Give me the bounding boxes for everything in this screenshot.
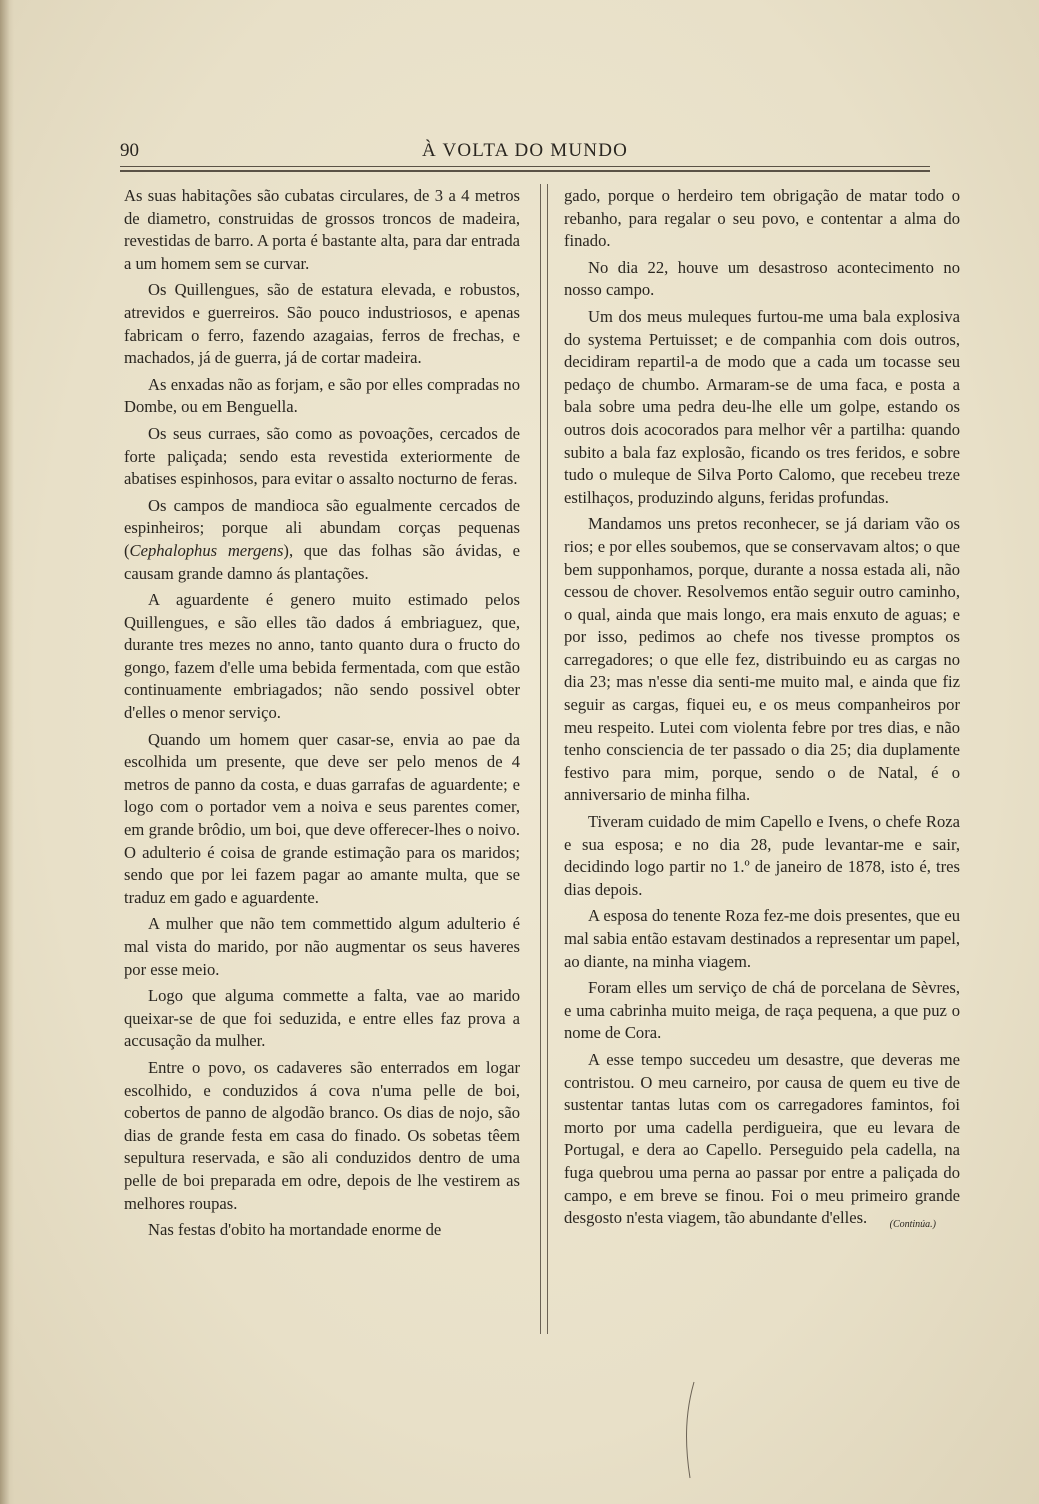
page-number: 90: [120, 140, 139, 161]
paragraph: A esse tempo succedeu um desastre, que deveras me contristou. O meu carneiro, por causa de quem eu tive de sustentar tantas lutas com os carregadores famintos, foi morto por uma cadella perdigueira, que eu levara de Portugal, e dera ao Capello. Perseguido pela cadella, na fuga quebrou uma perna ao passar por entre a paliçada do campo, e em breve se finou. Foi o meu primeiro grande desgosto n'esta viagem, tão abundante d'elles.: [564, 1049, 960, 1228]
paragraph: As suas habitações são cubatas circulares, de 3 a 4 metros de diametro, construidas de grossos troncos de madeira, revestidas de barro. A porta é bastante alta, para dar entrada a um homem sem se curvar.: [124, 186, 520, 273]
paragraph: A mulher que não tem commettido algum adulterio é mal vista do marido, por não augmentar os seus haveres por esse meio.: [124, 914, 520, 979]
header-rule-thin: [120, 166, 930, 167]
header-rule-thick: [120, 170, 930, 172]
page-edge-shadow: [0, 0, 14, 1504]
pencil-mark: [680, 1380, 700, 1480]
paragraph: A esposa do tenente Roza fez-me dois presentes, que eu mal sabia então estavam destinados a representar um papel, ao diante, na minha viagem.: [564, 906, 960, 971]
paragraph: Entre o povo, os cadaveres são enterrados em logar escolhido, e conduzidos á cova n'uma pelle de boi, cobertos de panno de algodão branco. Os dias de nojo, são dias de grande festa em casa do finado. Os sobetas têem sepultura reservada, e são ali conduzidos dentro de uma pelle de boi preparada em odre, depois de lhe vestirem as melhores roupas.: [124, 1057, 520, 1213]
left-column: [124, 185, 520, 1242]
paragraph: A aguardente é genero muito estimado pelos Quillengues, e são elles tão dados á embriaguez, que, durante tres mezes no anno, tanto quanto dura o fructo do gongo, fazem d'elle uma bebida fermentada, com que estão continuamente embriagados; não sendo possivel obter d'elles o menor serviço.: [124, 590, 520, 723]
paragraph: Um dos meus muleques furtou-me uma bala explosiva do systema Pertuisset; e de companhia com dois outros, decidiram repartil-a de modo que a cada um tocasse seu pedaço de chumbo. Armaram-se de uma faca, e posta a bala sobre uma pedra deu-lhe elle um golpe, estando os outros dois acocorados para melhor vêr a partilha: quando subito a bala faz explosão, ficando os tres feridos, e sobre tudo o muleque de Silva Porto Calomo, que recebeu treze estilhaços, produzindo alguns, feridas profundas.: [564, 306, 960, 507]
paragraph: Foram elles um serviço de chá de porcelana de Sèvres, e uma cabrinha muito meiga, de raça pequena, a que puz o nome de Cora.: [564, 978, 960, 1043]
paragraph: Tiveram cuidado de mim Capello e Ivens, o chefe Roza e sua esposa; e no dia 28, pude levantar-me e sair, decidindo logo partir no 1.º de janeiro de 1878, isto é, tres dias depois.: [564, 812, 960, 899]
paragraph: As enxadas não as forjam, e são por elles compradas no Dombe, ou em Benguella.: [124, 374, 520, 417]
paragraph: Os seus curraes, são como as povoações, cercados de forte paliçada; sendo esta revestida exteriormente de abatises espinhosos, para evitar o assalto nocturno de feras.: [124, 423, 520, 489]
paragraph: Mandamos uns pretos reconhecer, se já dariam vão os rios; e por elles soubemos, que se conservavam altos; o que bem supponhamos, porque, durante a nossa estada ali, não cessou de chover. Resolvemos então seguir outro caminho, o qual, ainda que mais longo, era mais enxuto de aguas; e por isso, pedimos ao chefe nos tivesse promptos os carregadores; o que elle fez, distribuindo eu as cargas no dia 23; mas n'esse dia senti-me muito mal, e ainda que fiz seguir as cargas, fiquei eu, e os meus companheiros por meu respeito. Lutei com violenta febre por tres dias, e não tenho consciencia de ter passado o dia 25; dia duplamente festivo para mim, porque, sendo o de Natal, é o anniversario de minha filha.: [564, 514, 960, 805]
running-title: À VOLTA DO MUNDO: [421, 140, 629, 161]
paragraph: Quando um homem quer casar-se, envia ao pae da escolhida um presente, que deve ser pelo menos de 4 metros de panno da costa, e duas garrafas de aguardente; e logo com o portador vem a noiva e seus parentes comer, em grande brôdio, um boi, que deve offerecer-lhes o noivo. O adulterio é coisa de grande estimação para os maridos; sendo que por lei fazem pagar ao amante multa, que se traduz em gado e aguardente.: [124, 729, 520, 907]
paragraph: Os Quillengues, são de estatura elevada, e robustos, atrevidos e guerreiros. São pouco industriosos, e apenas fabricam o ferro, fazendo azagaias, ferros de frechas, e machados, já de guerra, já de cortar madeira.: [124, 280, 520, 368]
column-divider: [540, 184, 548, 1334]
paragraph: Logo que alguma commette a falta, vae ao marido queixar-se de que foi seduzida, e entre elles faz prova a accusação da mulher.: [124, 986, 520, 1051]
paragraph: No dia 22, houve um desastroso acontecimento no nosso campo.: [564, 257, 960, 300]
right-column: [564, 185, 960, 1236]
paragraph: gado, porque o herdeiro tem obrigação de matar todo o rebanho, para regalar o seu povo, e contentar a alma do finado.: [564, 186, 960, 251]
paragraph: Os campos de mandioca são egualmente cercados de espinheiros; porque ali abundam corças pequenas (Cephalophus mergens), que das folhas são ávidas, e causam grande damno ás plantações.: [124, 495, 520, 583]
species-name: Cephalophus mergens: [129, 540, 284, 560]
paragraph: Nas festas d'obito ha mortandade enorme de: [148, 1220, 442, 1240]
continua-note: (Continúa.): [889, 1218, 936, 1230]
